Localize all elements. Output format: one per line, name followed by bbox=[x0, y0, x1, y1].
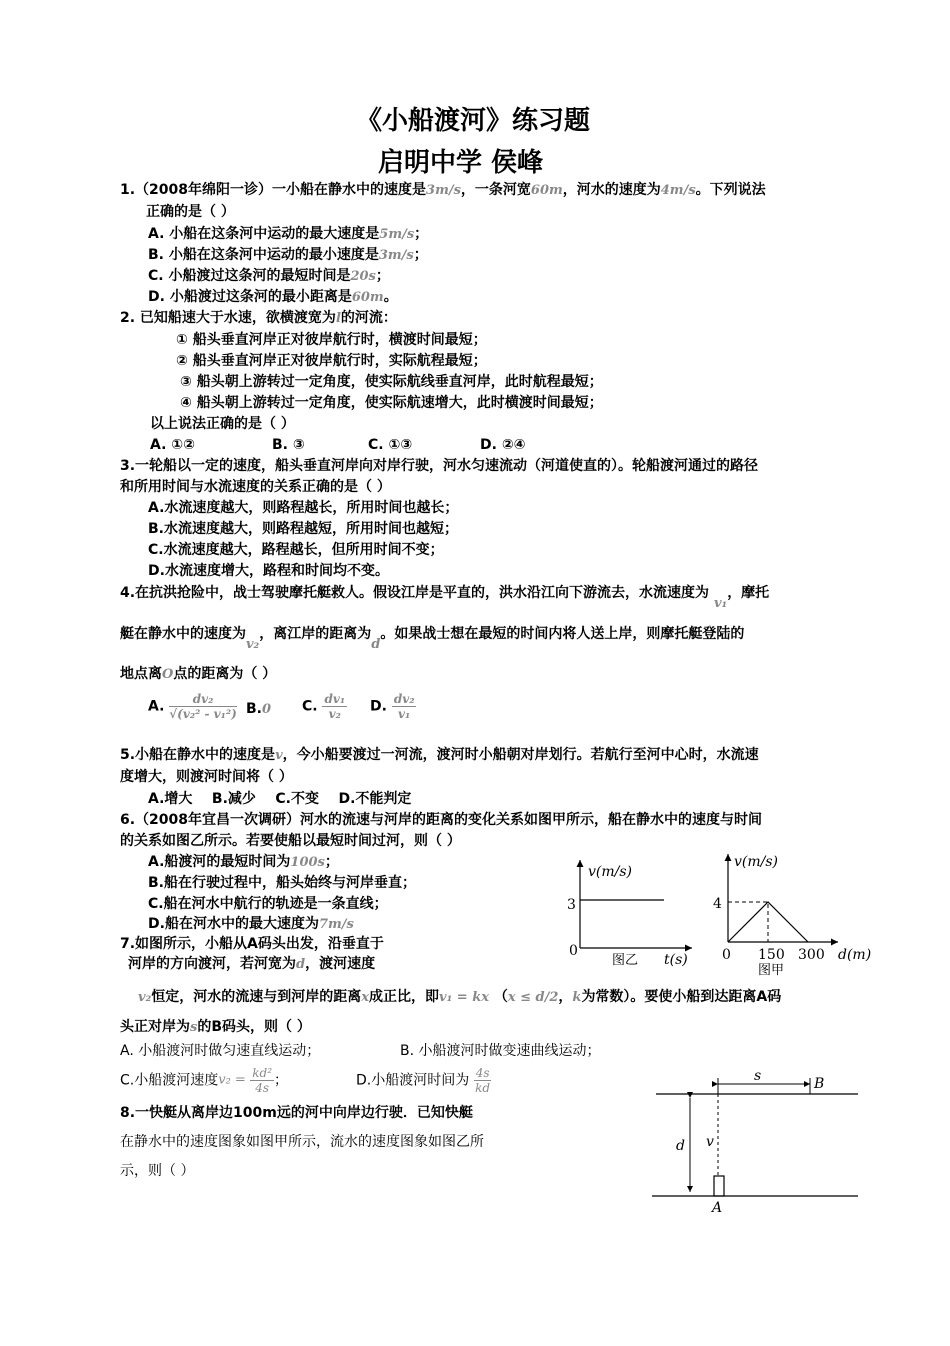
q4-stem: 4.在抗洪抢险中，战士驾驶摩托艇救人。假设江岸是平直的，洪水沿江向下游流去，水流速度为 v₁，摩托 bbox=[120, 585, 770, 611]
q5-stem: 5.小船在静水中的速度是v，今小船要渡过一河流，渡河时小船朝对岸划行。若航行至河中心时，水流速 bbox=[120, 747, 759, 763]
q2-statement-1: ① 船头垂直河岸正对彼岸航行时，横渡时间最短； bbox=[176, 332, 487, 348]
q5-options: A.增大 B.减少 C.不变 D.不能判定 bbox=[148, 791, 412, 807]
q1-option-b: B. 小船在这条河中运动的最小速度是3m/s； bbox=[148, 247, 428, 263]
q2-statement-4: ④ 船头朝上游转过一定角度，使实际航速增大，此时横渡时间最短； bbox=[180, 395, 603, 411]
q1-option-a: A. 小船在这条河中运动的最大速度是5m/s； bbox=[148, 226, 429, 242]
q7-option-d: D.小船渡河时间为 $\frac{4s}{kd}$ bbox=[356, 1066, 491, 1095]
q6-option-c: C.船在河水中航行的轨迹是一条直线； bbox=[148, 896, 388, 912]
q6-stem: 6.（2008年宜昌一次调研）河水的流速与河岸的距离的变化关系如图甲所示，船在静水中的速度与时间 bbox=[120, 812, 763, 828]
q2-option-c: C. ①③ bbox=[368, 437, 413, 453]
q4-option-a: A. $\frac{\text{dv₂}}{\text{√(v₂² - v₁²)}}$ bbox=[148, 692, 237, 721]
q5-stem-cont: 度增大，则渡河时间将（ ） bbox=[120, 769, 293, 785]
q4-stem-cont: 艇在静水中的速度为v₂，离江岸的距离为d。如果战士想在最短的时间内将人送上岸，则摩托艇登陆的 bbox=[120, 626, 745, 652]
q6-stem-cont: 的关系如图乙所示。若要使船以最短时间过河，则（ ） bbox=[120, 833, 461, 849]
boat-rect bbox=[714, 1176, 724, 1196]
chart-jia-ylabel: v(m/s) bbox=[734, 854, 779, 870]
q6-chart-jia bbox=[708, 846, 884, 980]
chart-jia-title: 图甲 bbox=[758, 963, 785, 978]
q3-option-d: D.水流速度增大，路程和时间均不变。 bbox=[148, 563, 389, 579]
q2-statement-2: ② 船头垂直河岸正对彼岸航行时，实际航程最短； bbox=[176, 353, 487, 369]
q3-stem-cont: 和所用时间与水流速度的关系正确的是（ ） bbox=[120, 479, 391, 495]
chart-jia-xlabel: d(m) bbox=[838, 947, 872, 963]
q6-chart-yi bbox=[560, 852, 700, 974]
chart-jia-ytick: 4 bbox=[713, 896, 722, 912]
chart-jia-xtick-300: 300 bbox=[798, 947, 825, 963]
q7-stem-2: 河岸的方向渡河，若河宽为d，渡河速度 bbox=[128, 956, 376, 972]
q7-stem-4: 头正对岸为s的B码头，则（ ） bbox=[120, 1019, 311, 1035]
fig-label-s: s bbox=[754, 1068, 762, 1084]
q4-option-d: D. $\frac{\text{dv₂}}{\text{v₁}}$ bbox=[370, 692, 415, 721]
q6-option-d: D.船在河水中的最大速度为7m/s bbox=[148, 916, 354, 932]
chart-yi-xlabel: t(s) bbox=[664, 952, 688, 968]
chart-yi-ylabel: v(m/s) bbox=[588, 864, 633, 880]
fig-label-d: d bbox=[676, 1138, 685, 1154]
q4-option-a-fraction: $\frac{\text{dv₂}}{\text{√(v₂² - v₁²)}}$ bbox=[169, 692, 237, 721]
q7-option-a: A. 小船渡河时做匀速直线运动； bbox=[120, 1043, 321, 1059]
q3-stem: 3.一轮船以一定的速度，船头垂直河岸向对岸行驶，河水匀速流动（河道使直的）。轮船渡河通过的路径 bbox=[120, 458, 759, 474]
q1-option-c: C. 小船渡过这条河的最短时间是20s； bbox=[148, 268, 390, 284]
q7-option-c: C.小船渡河速度v₂ = $\frac{\text{kd²}}{4s}$ ； bbox=[120, 1066, 289, 1095]
q4-option-b: B.0 bbox=[246, 701, 272, 717]
chart-jia-xtick-0: 0 bbox=[722, 947, 731, 963]
q7-stem: 7.如图所示，小船从A码头出发，沿垂直于 bbox=[120, 936, 384, 952]
q7-option-c-fraction: $\frac{\text{kd²}}{4s}$ bbox=[252, 1066, 273, 1095]
q2-ask: 以上说法正确的是（ ） bbox=[150, 416, 295, 432]
q7-river-figure bbox=[650, 1064, 864, 1214]
q2-option-b: B. ③ bbox=[272, 437, 305, 453]
q7-stem-3: v₂恒定，河水的流速与到河岸的距离x成正比，即v₁ = kx （x ≤ d/2，k为常数）。要使小船到达距离A码 bbox=[138, 989, 782, 1005]
q8-line-3: 示，则（ ） bbox=[120, 1163, 195, 1179]
q8-line-1: 8.一快艇从离岸边100m远的河中向岸边行驶．已知快艇 bbox=[120, 1105, 473, 1121]
q2-statement-3: ③ 船头朝上游转过一定角度，使实际航线垂直河岸，此时航程最短； bbox=[180, 374, 603, 390]
page-title: 《小船渡河》练习题 bbox=[356, 106, 591, 136]
q6-option-a: A.船渡河的最短时间为100s； bbox=[148, 854, 339, 870]
q8-line-2: 在静水中的速度图象如图甲所示，流水的速度图象如图乙所 bbox=[120, 1134, 484, 1150]
q4-option-c-fraction: $\frac{\text{dv₁}}{\text{v₂}}$ bbox=[324, 692, 346, 721]
fig-label-a: A bbox=[712, 1200, 723, 1214]
q1-option-d: D. 小船渡过这条河的最小距离是60m。 bbox=[148, 289, 398, 305]
chart-yi-title: 图乙 bbox=[612, 953, 639, 968]
q1-stem-cont: 正确的是（ ） bbox=[146, 204, 235, 220]
q2-option-a: A. ①② bbox=[150, 437, 195, 453]
chart-jia-xtick-150: 150 bbox=[758, 947, 785, 963]
chart-yi-ytick: 3 bbox=[567, 897, 576, 913]
chart-yi-origin: 0 bbox=[569, 943, 578, 959]
q3-option-c: C.水流速度越大，路程越长，但所用时间不变； bbox=[148, 542, 444, 558]
q7-option-d-fraction: $\frac{4s}{kd}$ bbox=[475, 1066, 491, 1095]
q4-stem-end: 地点离O点的距离为（ ） bbox=[120, 666, 277, 682]
q6-option-b: B.船在行驶过程中，船头始终与河岸垂直； bbox=[148, 875, 416, 891]
q3-option-a: A.水流速度越大，则路程越长，所用时间也越长； bbox=[148, 500, 459, 516]
fig-label-v: v bbox=[706, 1134, 714, 1150]
page-subtitle: 启明中学 侯峰 bbox=[378, 148, 544, 178]
q3-option-b: B.水流速度越大，则路程越短，所用时间也越短； bbox=[148, 521, 458, 537]
q2-stem: 2. 已知船速大于水速，欲横渡宽为l的河流： bbox=[120, 310, 397, 326]
q2-option-d: D. ②④ bbox=[480, 437, 526, 453]
q7-option-b: B. 小船渡河时做变速曲线运动； bbox=[400, 1043, 601, 1059]
fig-label-b: B bbox=[814, 1076, 825, 1092]
q4-option-c: C. $\frac{\text{dv₁}}{\text{v₂}}$ bbox=[302, 692, 346, 721]
q4-option-d-fraction: $\frac{\text{dv₂}}{\text{v₁}}$ bbox=[393, 692, 415, 721]
q1-stem: 1.（2008年绵阳一诊）一小船在静水中的速度是3m/s，一条河宽60m，河水的速度为4m/s。下列说法 bbox=[120, 182, 766, 198]
